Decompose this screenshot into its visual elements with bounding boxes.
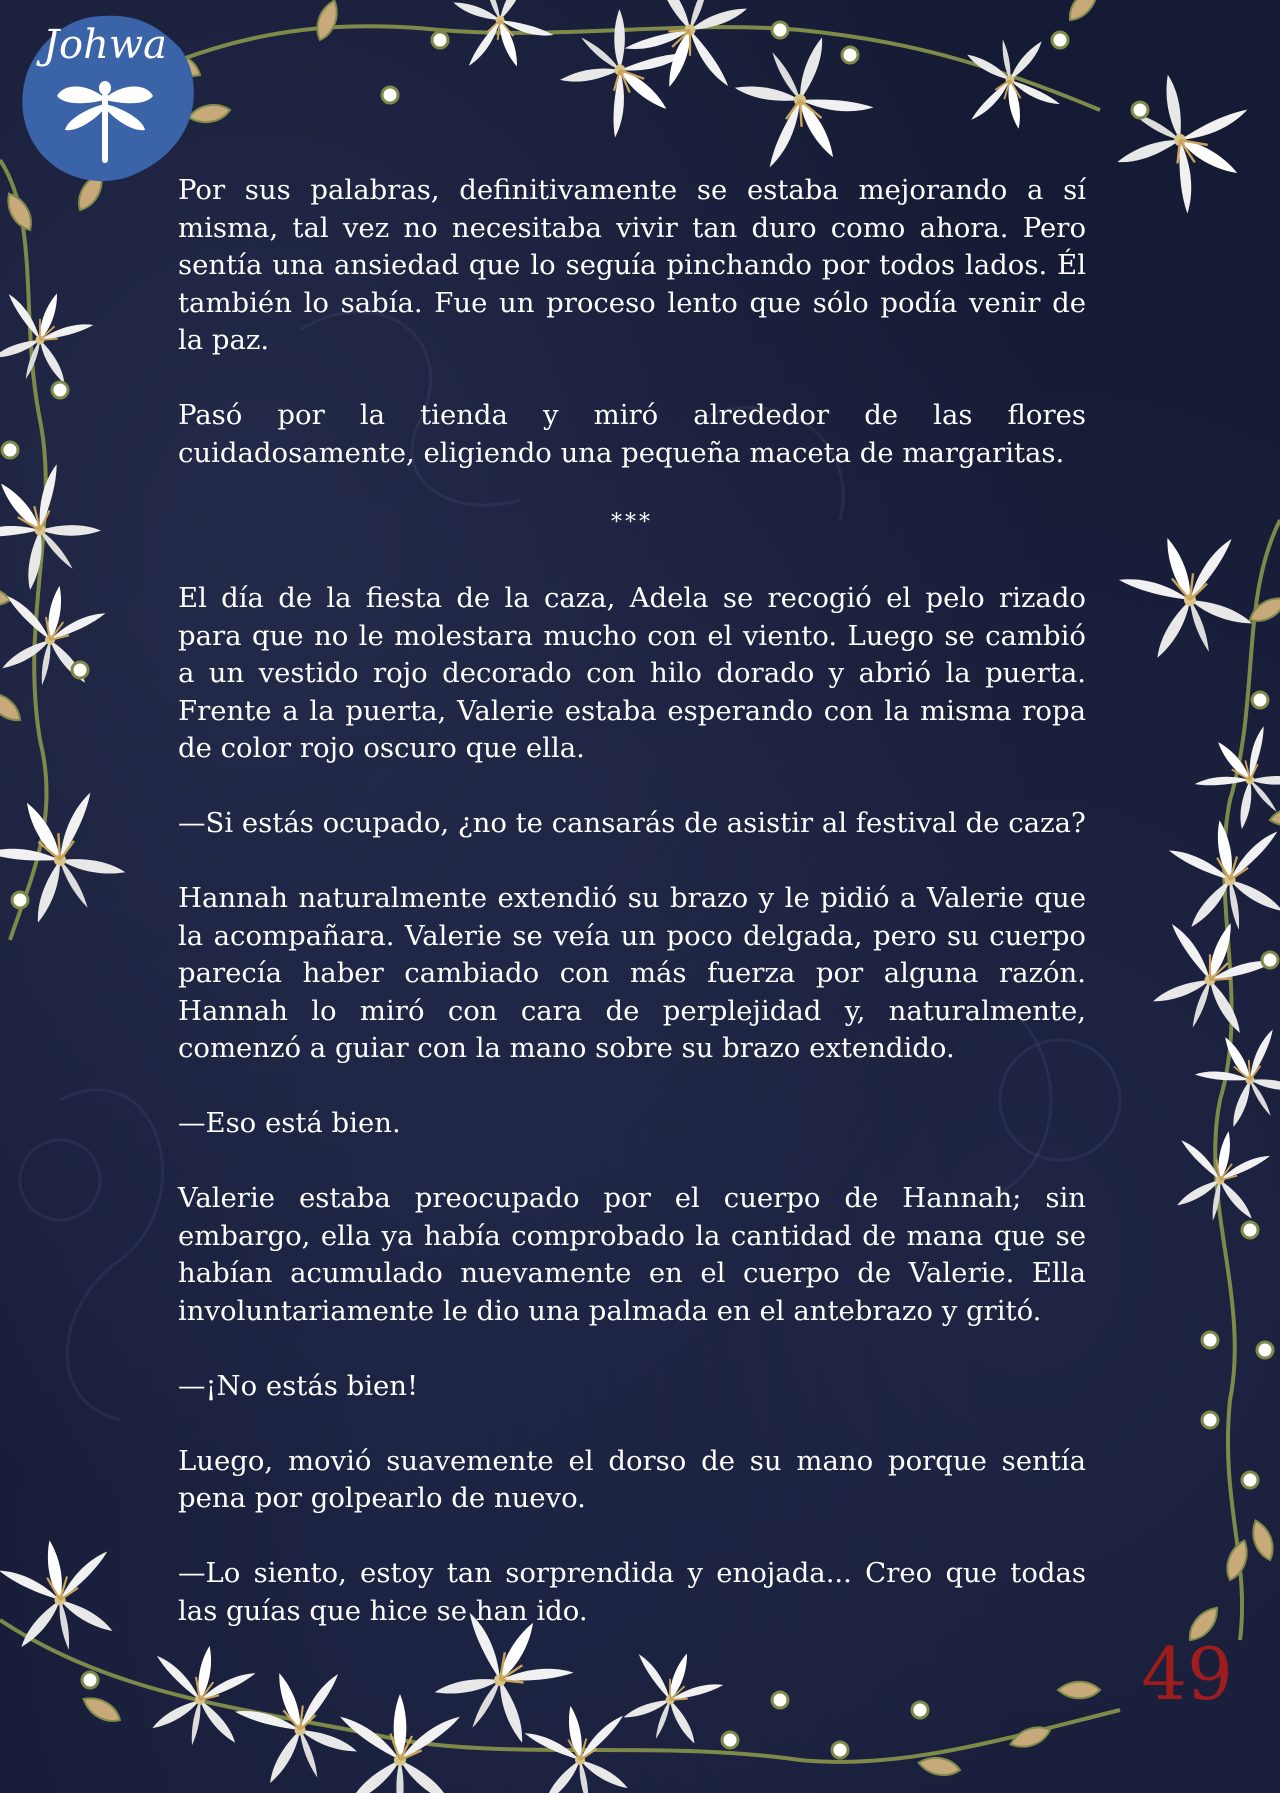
scene-separator: *** [611, 509, 653, 535]
dragonfly-icon [55, 68, 155, 168]
paragraph: Pasó por la tienda y miró alrededor de las flores cuidadosamente, eligiendo una pequeña maceta de margaritas. [178, 399, 1086, 469]
dialogue-line: —Si estás ocupado, ¿no te cansarás de asistir al festival de caza? [178, 807, 1086, 839]
logo-text: Johwa [43, 22, 167, 68]
dialogue-line: —Lo siento, estoy tan sorprendida y enojada... Creo que todas las guías que hice se han ido. [178, 1557, 1086, 1627]
paragraph: Valerie estaba preocupado por el cuerpo de Hannah; sin embargo, ella ya había comprobado la cantidad de mana que se habían acumulado nuevamente en el cuerpo de Valerie. Ella involuntariamente le dio una palmada en el antebrazo y gritó. [178, 1182, 1086, 1327]
chapter-text [178, 172, 1086, 1668]
page-number: 49 [1141, 1632, 1233, 1716]
publisher-logo [10, 8, 200, 188]
dialogue-line: —¡No estás bien! [178, 1369, 419, 1402]
paragraph: Luego, movió suavemente el dorso de su mano porque sentía pena por golpearlo de nuevo. [178, 1444, 1086, 1514]
paragraph: El día de la fiesta de la caza, Adela se recogió el pelo rizado para que no le molestara mucho con el viento. Luego se cambió a un vestido rojo decorado con hilo dorado y abrió la puerta. Frente a la puerta, Valerie estaba esperando con la misma ropa de color rojo oscuro que ella. [178, 582, 1086, 764]
paragraph: Hannah naturalmente extendió su brazo y le pidió a Valerie que la acompañara. Valerie se veía un poco delgada, pero su cuerpo parecía haber cambiado con más fuerza por alguna razón. Hannah lo miró con cara de perplejidad y, naturalmente, comenzó a guiar con la mano sobre su brazo extendido. [178, 882, 1086, 1064]
dialogue-line: —Eso está bien. [178, 1107, 401, 1139]
paragraph: Por sus palabras, definitivamente se estaba mejorando a sí misma, tal vez no necesitaba vivir tan duro como ahora. Pero sentía una ansiedad que lo seguía pinchando por todos lados. Él también lo sabía. Fue un proceso lento que sólo podía venir de la paz. [178, 174, 1086, 356]
